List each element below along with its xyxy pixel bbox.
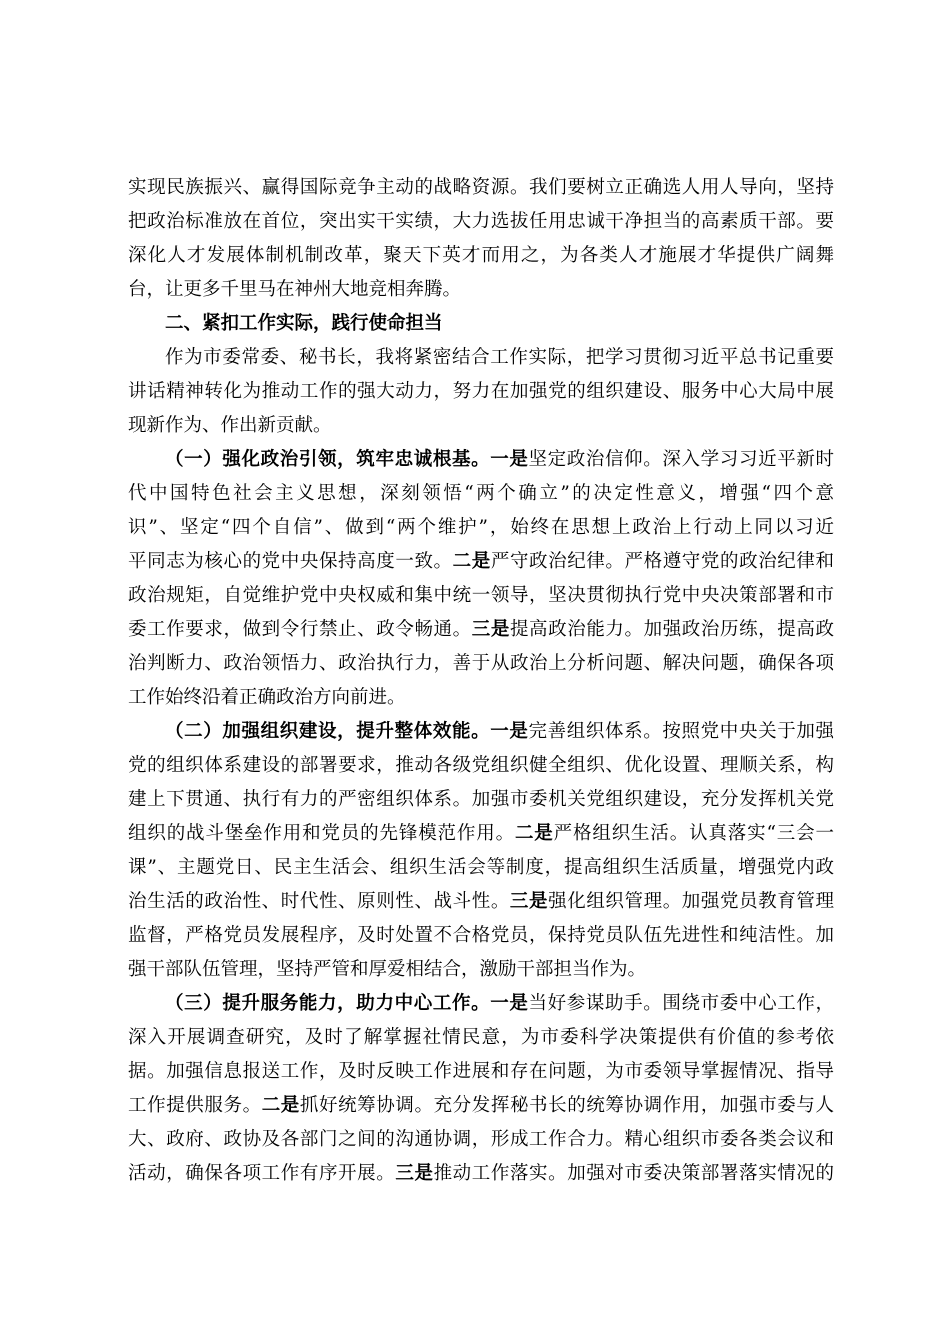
point-marker: 二是 xyxy=(261,1095,300,1116)
subsection-title: （三）提升服务能力，助力中心工作。 xyxy=(165,993,491,1014)
text-line: 建上下贯通、执行有力的严密组织体系。加强市委机关党组织建设，充分发挥机关党 xyxy=(128,789,834,810)
text-line: 深化人才发展体制机制改革，聚天下英才而用之，为各类人才施展才华提供广阔舞 xyxy=(128,245,834,266)
subsection-1 xyxy=(128,443,834,715)
text-run: 强化组织管理。加强党员教育管理 xyxy=(548,891,834,912)
text-run: 平同志为核心的党中央保持高度一致。 xyxy=(128,551,453,572)
text-line: 识”、坚定“四个自信”、做到“两个维护”，始终在思想上政治上行动上同以习近 xyxy=(128,517,834,538)
point-marker: 三是 xyxy=(395,1163,434,1184)
point-marker: 三是 xyxy=(509,891,549,912)
text-line: 实现民族振兴、赢得国际竞争主动的战略资源。我们要树立正确选人用人导向，坚持 xyxy=(128,177,834,198)
text-run: 委工作要求，做到令行禁止、政令畅通。 xyxy=(128,619,472,640)
text-line: 代中国特色社会主义思想，深刻领悟“两个确立”的决定性意义，增强“四个意 xyxy=(128,483,834,504)
subsection-2 xyxy=(128,715,834,987)
text-line xyxy=(128,817,834,851)
section-heading: 二、紧扣工作实际，践行使命担当 xyxy=(165,313,443,334)
text-line xyxy=(128,1157,834,1191)
text-line: 监督，严格党员发展程序，及时处置不合格党员，保持党员队伍先进性和纯洁性。加 xyxy=(128,925,834,946)
text-run: 提高政治能力。加强政治历练，提高政 xyxy=(509,619,834,640)
text-line xyxy=(128,715,834,749)
text-line: 治判断力、政治领悟力、政治执行力，善于从政治上分析问题、解决问题，确保各项 xyxy=(128,653,834,674)
text-line xyxy=(128,613,834,647)
point-marker: 二是 xyxy=(514,823,554,844)
text-run: 严守政治纪律。严格遵守党的政治纪律和 xyxy=(490,551,834,572)
text-run: 严格组织生活。认真落实“三会一 xyxy=(553,823,834,844)
text-line xyxy=(128,885,834,919)
point-marker: 三是 xyxy=(471,619,510,640)
text-run: 推动工作落实。加强对市委决策部署落实情况的 xyxy=(433,1163,834,1184)
text-run: 当好参谋助手。围绕市委中心工作， xyxy=(528,993,834,1014)
point-marker: 二是 xyxy=(452,551,491,572)
text-line: 把政治标准放在首位，突出实干实绩，大力选拔任用忠诚干净担当的高素质干部。要 xyxy=(128,211,834,232)
text-run: 坚定政治信仰。深入学习习近平新时 xyxy=(528,449,834,470)
point-marker: 一是 xyxy=(490,721,529,742)
text-line: 台，让更多千里马在神州大地竞相奔腾。 xyxy=(128,279,462,300)
subsection-3 xyxy=(128,987,834,1191)
text-line xyxy=(128,443,834,477)
text-run: 抓好统筹协调。充分发挥秘书长的统筹协调作用，加强市委与人 xyxy=(299,1095,834,1116)
paragraph-continued xyxy=(128,171,834,307)
text-run: 组织的战斗堡垒作用和党员的先锋模范作用。 xyxy=(128,823,515,844)
text-line xyxy=(128,1089,834,1123)
subsection-title: （二）加强组织建设，提升整体效能。 xyxy=(165,721,491,742)
text-run: 完善组织体系。按照党中央关于加强 xyxy=(528,721,834,742)
text-line: 大、政府、政协及各部门之间的沟通协调，形成工作合力。精心组织市委各类会议和 xyxy=(128,1129,834,1150)
text-run: 活动，确保各项工作有序开展。 xyxy=(128,1163,396,1184)
text-line: 深入开展调查研究，及时了解掌握社情民意，为市委科学决策提供有价值的参考依 xyxy=(128,1027,834,1048)
text-line: 作为市委常委、秘书长，我将紧密结合工作实际，把学习贯彻习近平总书记重要 xyxy=(165,347,834,368)
text-line: 据。加强信息报送工作，及时反映工作进展和存在问题，为市委领导掌握情况、指导 xyxy=(128,1061,834,1082)
point-marker: 一是 xyxy=(490,993,529,1014)
text-line: 讲话精神转化为推动工作的强大动力，努力在加强党的组织建设、服务中心大局中展 xyxy=(128,381,834,402)
document-page xyxy=(128,171,834,1191)
text-line xyxy=(128,545,834,579)
text-line xyxy=(128,987,834,1021)
text-line: 强干部队伍管理，坚持严管和厚爱相结合，激励干部担当作为。 xyxy=(128,959,647,980)
subsection-title: （一）强化政治引领，筑牢忠诚根基。 xyxy=(165,449,491,470)
paragraph-intro xyxy=(128,341,834,443)
text-line: 课”、主题党日、民主生活会、组织生活会等制度，提高组织生活质量，增强党内政 xyxy=(128,857,834,878)
text-line: 政治规矩，自觉维护党中央权威和集中统一领导，坚决贯彻执行党中央决策部署和市 xyxy=(128,585,834,606)
text-line: 党的组织体系建设的部署要求，推动各级党组织健全组织、优化设置、理顺关系，构 xyxy=(128,755,834,776)
point-marker: 一是 xyxy=(490,449,529,470)
text-line: 工作始终沿着正确政治方向前进。 xyxy=(128,687,406,708)
text-run: 治生活的政治性、时代性、原则性、战斗性。 xyxy=(128,891,510,912)
text-line: 现新作为、作出新贡献。 xyxy=(128,415,332,436)
text-run: 工作提供服务。 xyxy=(128,1095,262,1116)
